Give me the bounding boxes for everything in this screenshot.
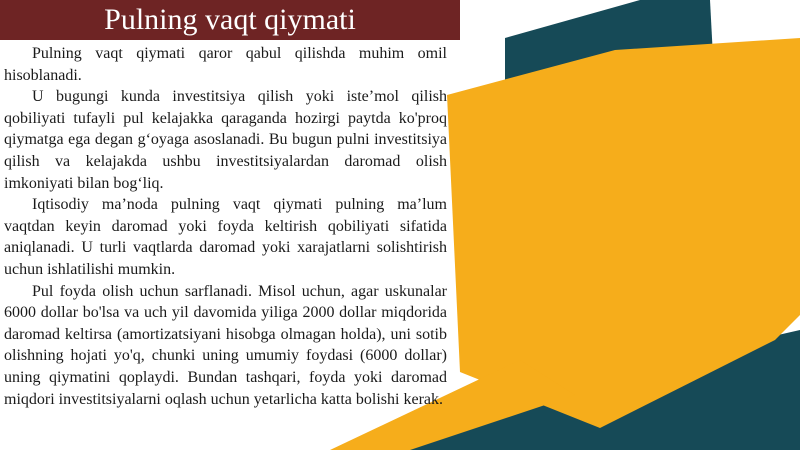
slide-title: Pulning vaqt qiymati	[104, 3, 356, 36]
paragraph-2: U bugungi kunda investitsiya qilish yoki iste’mol qilish qobiliyati tufayli pul kelajakka qaraganda hozirgi paytda ko'proq qiymatga ega degan g‘oyaga asoslanadi. Bu bugun pulni investitsiya qilish va kelajakda ushbu investitsiyalardan daromad olish imkoniyati bilan bog‘liq.	[4, 88, 447, 192]
paragraph-1: Pulning vaqt qiymati qaror qabul qilishda muhim omil hisoblanadi.	[4, 45, 447, 84]
title-bar	[0, 0, 460, 40]
body-text	[4, 43, 447, 410]
paragraph-3: Iqtisodiy ma’noda pulning vaqt qiymati pulning ma’lum vaqtdan keyin daromad yoki foyda keltirish qobiliyati sifatida aniqlanadi. U turli vaqtlarda daromad yoki xarajatlarni solishtirish uchun ishlatilishi mumkin.	[4, 196, 447, 278]
paragraph-4: Pul foyda olish uchun sarflanadi. Misol uchun, agar uskunalar 6000 dollar bo'lsa va uch yil davomida yiliga 2000 dollar miqdorida daromad keltirsa (amortizatsiyani hisobga olmagan holda), uni sotib olishning hojati yo'q, chunki uning umumiy foydasi (6000 dollar) uning qiymatini qoplaydi. Bundan tashqari, foyda yoki daromad miqdori investitsiyalarni oqlash uchun yetarlicha katta bolishi kerak.	[4, 282, 447, 408]
